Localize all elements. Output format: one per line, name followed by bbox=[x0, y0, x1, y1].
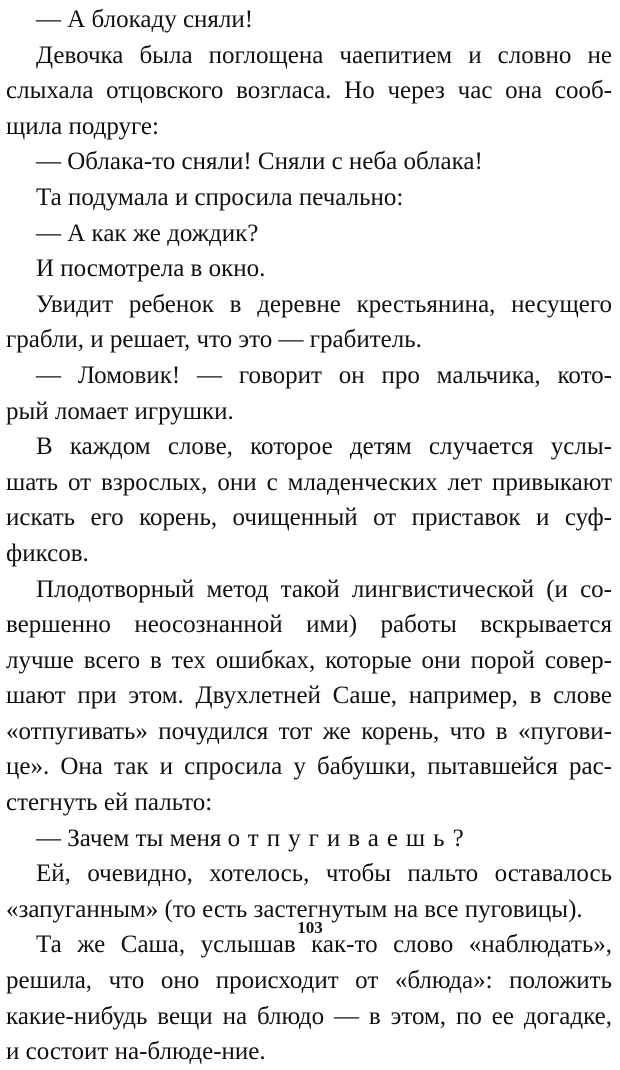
line-text-after: ? bbox=[452, 824, 464, 852]
text-line: фиксов. bbox=[6, 539, 89, 567]
text-line: какие-нибудь вещи на блюдо — в этом, по ее догадке, bbox=[6, 1002, 612, 1030]
body-text bbox=[6, 2, 612, 1070]
line-text: — Зачем ты меня bbox=[36, 824, 222, 852]
text-line: — Ломовик! — говорит он про мальчика, кото- bbox=[36, 361, 612, 389]
text-line: — А как же дождик? bbox=[36, 219, 259, 247]
text-line: И посмотрела в окно. bbox=[36, 255, 266, 283]
text-line: «отпугивать» почудился тот же корень, что в «пугови- bbox=[6, 717, 612, 745]
text-line bbox=[6, 821, 612, 857]
text-line: и состоит на-блюде-ние. bbox=[6, 1038, 266, 1066]
text-line: — А блокаду сняли! bbox=[36, 6, 254, 33]
text-line: Ей, очевидно, хотелось, чтобы пальто оставалось bbox=[36, 860, 612, 888]
text-line: лучше всего в тех ошибках, которые они порой совер- bbox=[6, 646, 612, 674]
spaced-emphasis: отпугиваешь bbox=[227, 824, 453, 852]
text-line: «запуганным» (то есть застегнутым на все пуговицы). bbox=[6, 895, 583, 923]
text-line: шать от взрослых, они с младенческих лет привыкают bbox=[6, 468, 612, 496]
text-line: В каждом слове, которое детям случается услы- bbox=[36, 433, 612, 461]
text-line: Та же Саша, услышав как-то слово «наблюдать», bbox=[36, 931, 612, 959]
text-line: вершенно неосознанной ими) работы вскрывается bbox=[6, 611, 612, 639]
text-line: Девочка была поглощена чаепитием и словно не bbox=[36, 41, 612, 69]
text-line: щила подруге: bbox=[6, 112, 159, 140]
page-number: 103 bbox=[297, 918, 323, 937]
text-line: Плодотворный метод такой лингвистической (и со- bbox=[36, 575, 612, 603]
text-line: — Облака-то сняли! Сняли с неба облака! bbox=[36, 148, 483, 176]
text-line: стегнуть ей пальто: bbox=[6, 789, 213, 817]
text-line: решила, что оно происходит от «блюда»: положить bbox=[6, 967, 612, 995]
text-line: Увидит ребенок в деревне крестьянина, несущего bbox=[36, 290, 612, 318]
text-line: це». Она так и спросила у бабушки, пытавшейся рас- bbox=[6, 753, 612, 781]
text-line: грабли, и решает, что это — грабитель. bbox=[6, 326, 422, 354]
text-line: рый ломает игрушки. bbox=[6, 397, 234, 425]
text-line: Та подумала и спросила печально: bbox=[36, 183, 404, 211]
text-line: слыхала отцовского возгласа. Но через час она сооб- bbox=[6, 77, 612, 105]
text-line: шают при этом. Двухлетней Саше, например, в слове bbox=[6, 682, 612, 710]
text-line: искать его корень, очищенный от приставок и суф- bbox=[6, 504, 612, 532]
